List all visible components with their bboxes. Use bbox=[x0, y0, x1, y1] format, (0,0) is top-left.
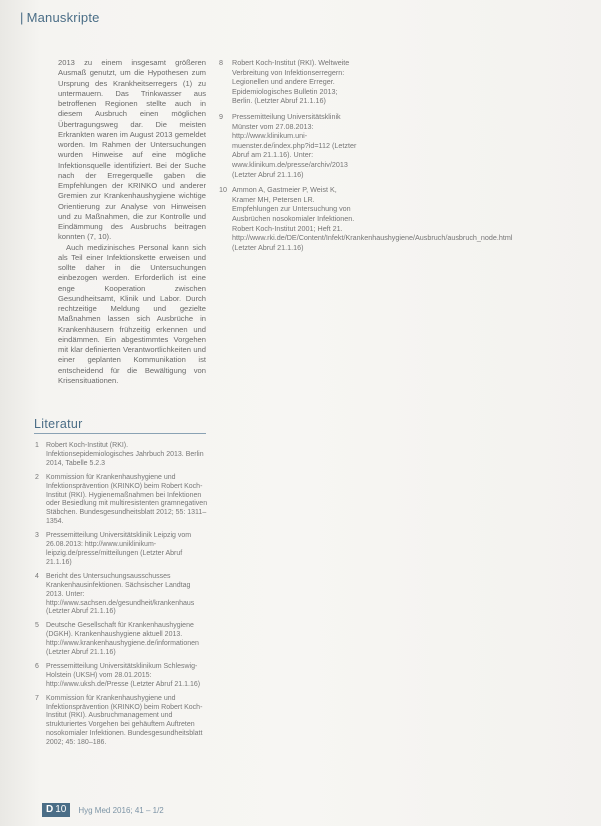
reference-text: Bericht des Untersuchungsausschusses Krankenhausinfektionen. Sächsischer Landtag 2013. Unter: http://www.sachsen.de/gesundheit/krankenhaus (Letzter Abruf 21.1.16) bbox=[46, 572, 195, 616]
reference-list-continued bbox=[219, 58, 513, 252]
reference-text: Deutsche Gesellschaft für Krankenhaushygiene (DGKH). Krankenhaushygiene aktuell 2013. http://www.krankenhaushygiene.de/informationen (Letzter Abruf 21.1.16) bbox=[46, 622, 199, 657]
reference-text: Kommission für Krankenhaushygiene und Infektionsprävention (KRINKO) beim Robert Koch-Institut (RKI). Hygienemaßnahmen bei Infektionen oder Besiedlung mit multiresistenten gramnegativen Stäbchen. Bundesgesundheitsblatt 2012; 55: 1311–1354. bbox=[46, 473, 208, 526]
header-title: Manuskripte bbox=[26, 10, 100, 25]
reference-text: Kommission für Krankenhaushygiene und Infektionsprävention (KRINKO) beim Robert Koch-Institut (RKI). Ausbruchmanagement und strukturiertes Vorgehen bei gehäuftem Auftreten nosokomialer Infektionen. Bundesgesundheitsblatt 2002; 45: 180–186. bbox=[46, 694, 203, 747]
reference-item bbox=[34, 442, 208, 469]
reference-text: Pressemitteilung Universitätsklinik Leipzig vom 26.08.2013: http://www.uniklinikum-leipzig.de/presse/mitteilungen (Letzter Abruf 21.1.16) bbox=[46, 532, 192, 566]
continued-references bbox=[219, 58, 513, 258]
reference-item bbox=[219, 58, 359, 106]
page-footer bbox=[42, 803, 164, 817]
reference-text: Robert Koch-Institut (RKI). Weltweite Verbreitung von Infektionserregern: Legionellen und andere Erreger. Epidemiologisches Bulletin 2013; Berlin. (Letzter Abruf 21.1.16) bbox=[232, 58, 350, 106]
reference-list bbox=[34, 442, 208, 753]
reference-number: 6 bbox=[35, 662, 39, 670]
reference-number: 10 bbox=[219, 185, 227, 195]
heading-rule bbox=[34, 433, 206, 434]
reference-number: 2 bbox=[35, 473, 39, 481]
header-bar: | bbox=[20, 10, 24, 25]
reference-number: 4 bbox=[35, 572, 39, 580]
section-header bbox=[20, 10, 100, 25]
page-prefix: D bbox=[46, 804, 54, 815]
reference-number: 7 bbox=[35, 694, 39, 702]
reference-number: 1 bbox=[35, 442, 39, 449]
reference-item bbox=[34, 573, 208, 618]
reference-text: Pressemitteilung Universitätsklinikum Schleswig-Holstein (UKSH) vom 28.01.2015: http://www.uksh.de/Presse (Letzter Abruf 21.1.16) bbox=[46, 662, 201, 688]
reference-item bbox=[34, 663, 208, 690]
body-paragraph: 2013 zu einem insgesamt größeren Ausmaß genutzt, um die Hypothesen zum Ursprung des Krankheitserregers (1) zu untermauern. Das Trinkwasser aus betroffenen Regionen stellte auch in diesem Ausbruch einen möglichen Übertragungsweg dar. Die meisten Erkrankten waren im August 2013 gemeldet worden. Im Rahmen der Untersuchungen wurden Hinweise auf eine mögliche Infektionsquelle identifiziert. Bei der Suche nach der Erregerquelle gaben die Empfehlungen der KRINKO und anderer Gremien zur Krankenhaushygiene wichtige Orientierung zur Analyse von Hinweisen und zu Maßnahmen, die zur Kontrolle und Eindämmung des Ausbruchs beitragen konnten (7, 10). bbox=[58, 58, 206, 242]
reference-item bbox=[34, 474, 208, 527]
page-number-badge bbox=[42, 803, 70, 817]
reference-item bbox=[34, 695, 208, 748]
journal-citation: Hyg Med 2016; 41 – 1/2 bbox=[78, 805, 164, 815]
reference-number: 8 bbox=[219, 58, 223, 67]
body-paragraph: Auch medizinisches Personal kann sich als Teil einer Infektionskette erweisen und sollte daher in die Untersuchungen einbezogen werden. Erforderlich ist eine enge Kooperation zwischen Gesundheitsamt, Klinik und Labor. Durch rechtzeitige Meldung und gezielte Maßnahmen lassen sich Ausbrüche in Krankenhäusern frühzeitig erkennen und eindämmen. Ein abgestimmtes Vorgehen mit klar definierten Verantwortlichkeiten und einer geplanten Kommunikation ist entscheidend für die Bewältigung von Krisensituationen. bbox=[58, 242, 206, 385]
body-text-column bbox=[58, 58, 206, 386]
page-number: 10 bbox=[55, 804, 67, 815]
reference-number: 9 bbox=[219, 111, 223, 121]
reference-text: Ammon A, Gastmeier P, Weist K, Kramer MH, Petersen LR. Empfehlungen zur Untersuchung von Ausbrüchen nosokomialer Infektionen. Robert Koch-Institut 2001; Heft 21. http://www.rki.de/DE/Content/Infekt/Krankenhaushygiene/Ausbruch/ausbruch_node.html (Letzter Abruf 21.1.16) bbox=[232, 185, 513, 252]
reference-item bbox=[219, 185, 513, 252]
reference-number: 3 bbox=[35, 532, 39, 540]
reference-item bbox=[34, 532, 208, 568]
reference-number: 5 bbox=[35, 622, 39, 630]
literatur-heading: Literatur bbox=[34, 417, 83, 431]
reference-text: Pressemitteilung Universitätsklinik Münster vom 27.08.2013: http://www.klinikum.uni-muenster.de/index.php?id=112 (Letzter Abruf am 21.1.16). Unter: www.klinikum.de/presse/archiv/2013 (Letzter Abruf 21.1.16) bbox=[232, 111, 357, 179]
reference-item bbox=[34, 622, 208, 658]
reference-text: Robert Koch-Institut (RKI). Infektionsepidemiologisches Jahrbuch 2013. Berlin 2014, Tabelle 5.2.3 bbox=[46, 442, 204, 467]
reference-item bbox=[219, 112, 359, 179]
